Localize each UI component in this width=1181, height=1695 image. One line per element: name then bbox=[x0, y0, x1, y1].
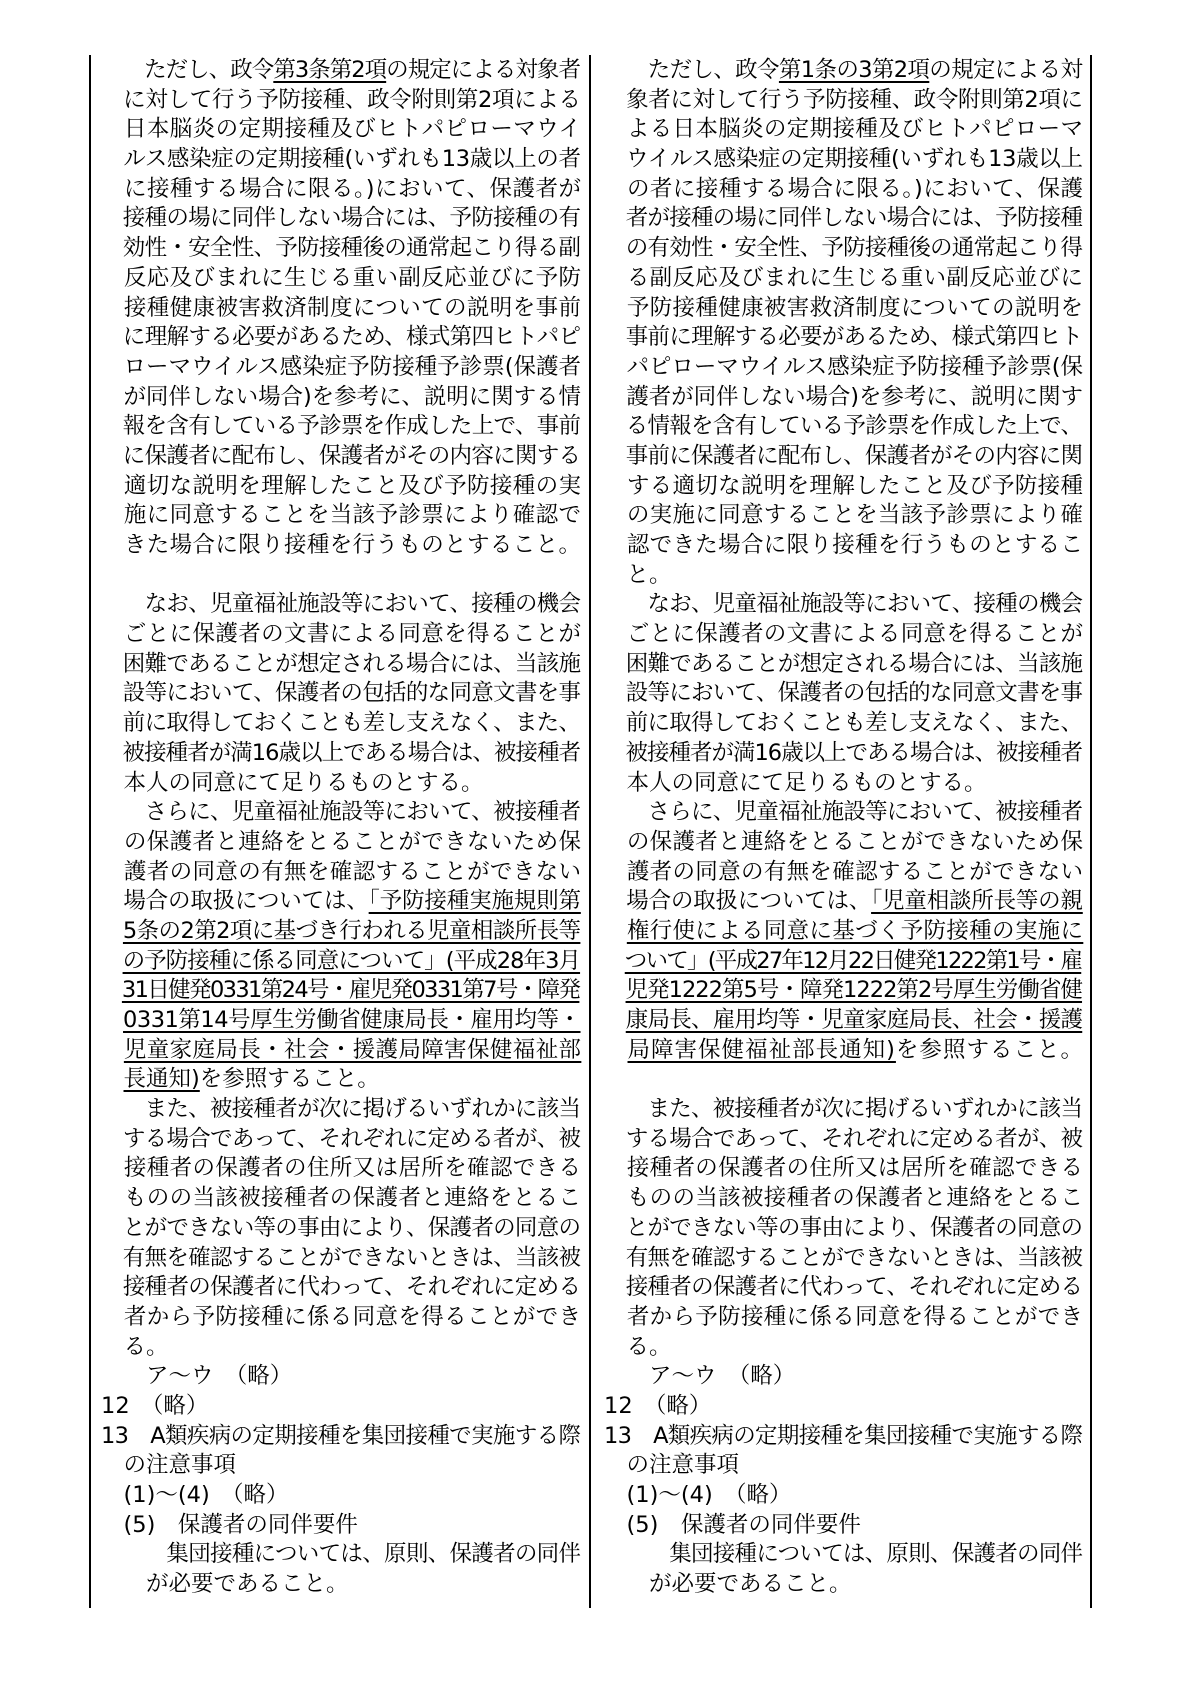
text-segment: が同伴しない場合)を参考に、説明に関する情 bbox=[101, 383, 581, 410]
text-segment: 接種の場に同伴しない場合には、予防接種の有 bbox=[101, 205, 581, 232]
text-segment: 場合の取扱については、 bbox=[604, 888, 872, 915]
text-segment: ただし、政令 bbox=[604, 57, 779, 83]
left-border-line bbox=[89, 55, 91, 1608]
text-line bbox=[604, 1036, 1083, 1066]
text-segment: の実施に同意することを当該予診票により確 bbox=[604, 502, 1084, 529]
text-segment: 13 A類疾病の定期接種を集団接種で実施する際 bbox=[101, 1422, 581, 1449]
text-line bbox=[101, 204, 581, 234]
text-segment: に保護者に配布し、保護者がその内容に関する bbox=[101, 442, 581, 469]
text-segment: とができない等の事由により、保護者の同意の bbox=[101, 1214, 581, 1241]
text-line bbox=[604, 264, 1083, 294]
text-line bbox=[101, 1392, 581, 1422]
text-line bbox=[101, 115, 581, 145]
text-line bbox=[604, 1065, 1083, 1095]
text-segment: 困難であることが想定される場合には、当該施 bbox=[101, 650, 581, 677]
text-segment: 接種者の保護者に代わって、それぞれに定める bbox=[604, 1274, 1083, 1301]
text-segment: とができない等の事由により、保護者の同意の bbox=[604, 1214, 1083, 1241]
text-line bbox=[604, 115, 1083, 145]
text-segment: の規定による対 bbox=[929, 57, 1083, 83]
text-segment: ウイルス感染症の定期接種(いずれも13歳以上 bbox=[604, 146, 1083, 173]
text-segment: を参照すること。 bbox=[895, 1036, 1084, 1063]
text-line bbox=[101, 828, 581, 858]
underlined-amendment-text: 31日健発0331第24号・雇児発0331第7号・障発 bbox=[121, 977, 580, 1004]
text-line bbox=[604, 294, 1083, 324]
text-segment: る。 bbox=[101, 1333, 169, 1360]
underlined-amendment-text: ついて」(平成27年12月22日健発1222第1号・雇 bbox=[624, 947, 1082, 974]
text-segment: 集団接種については、原則、保護者の同伴 bbox=[604, 1541, 1083, 1568]
text-line bbox=[101, 323, 581, 353]
text-line bbox=[604, 1511, 1083, 1541]
text-segment: と。 bbox=[604, 561, 672, 588]
right-border-line bbox=[1090, 55, 1092, 1608]
text-line bbox=[604, 917, 1083, 947]
text-line bbox=[604, 1392, 1083, 1422]
text-line bbox=[604, 769, 1083, 799]
text-segment bbox=[101, 948, 123, 974]
text-line bbox=[604, 1422, 1083, 1452]
text-line bbox=[604, 798, 1083, 828]
text-segment: 者から予防接種に係る同意を得ることができ bbox=[604, 1303, 1084, 1330]
text-line bbox=[604, 1451, 1083, 1481]
text-segment: 者から予防接種に係る同意を得ることができ bbox=[101, 1303, 582, 1330]
text-segment: 施に同意することを当該予診票により確認で bbox=[101, 502, 582, 529]
text-segment: ものの当該被接種者の保護者と連絡をとるこ bbox=[101, 1185, 582, 1212]
text-line bbox=[101, 620, 581, 650]
text-segment: 前に取得しておくことも差し支えなく、また、 bbox=[604, 710, 1083, 737]
text-segment: 12 （略） bbox=[604, 1392, 712, 1419]
text-line bbox=[101, 1273, 581, 1303]
text-segment: ア～ウ （略） bbox=[604, 1363, 796, 1390]
text-segment: ただし、政令 bbox=[101, 57, 274, 83]
text-line bbox=[101, 947, 581, 977]
text-line bbox=[604, 353, 1083, 383]
text-line bbox=[101, 412, 581, 442]
text-line bbox=[101, 264, 581, 294]
text-line bbox=[101, 798, 581, 828]
text-segment: 適切な説明を理解したこと及び予防接種の実 bbox=[101, 472, 582, 499]
text-line bbox=[101, 501, 581, 531]
text-line bbox=[604, 531, 1083, 561]
text-segment: 12 （略） bbox=[101, 1392, 209, 1419]
underlined-amendment-text: 長通知) bbox=[123, 1066, 200, 1093]
text-segment: よる日本脳炎の定期接種及びヒトパピローマ bbox=[604, 116, 1084, 143]
text-line bbox=[101, 561, 581, 591]
current-text-column bbox=[604, 56, 1083, 1600]
text-line bbox=[604, 1540, 1083, 1570]
text-line bbox=[604, 501, 1083, 531]
text-segment: に接種する場合に限る。)において、保護者が bbox=[101, 175, 582, 202]
text-line bbox=[604, 412, 1083, 442]
text-line bbox=[604, 947, 1083, 977]
text-segment: ルス感染症の定期接種(いずれも13歳以上の者 bbox=[101, 146, 581, 173]
text-line bbox=[101, 1125, 581, 1155]
underlined-amendment-text: の予防接種に係る同意について」(平成28年3月 bbox=[122, 947, 581, 974]
text-line bbox=[101, 531, 581, 561]
text-segment: ものの当該被接種者の保護者と連絡をとるこ bbox=[604, 1185, 1084, 1212]
text-segment: の規定による対象者 bbox=[386, 57, 581, 83]
text-line bbox=[604, 145, 1083, 175]
text-segment: 護者が同伴しない場合)を参考に、説明に関す bbox=[604, 383, 1083, 410]
text-segment: の有効性・安全性、予防接種後の通常起こり得 bbox=[604, 235, 1083, 262]
text-line bbox=[604, 56, 1083, 86]
text-segment: 場合の取扱については、 bbox=[101, 888, 369, 915]
text-line bbox=[101, 86, 581, 116]
text-line bbox=[101, 1214, 581, 1244]
text-segment: 報を含有している予診票を作成した上で、事前 bbox=[101, 413, 581, 440]
text-segment: (1)～(4) （略） bbox=[604, 1482, 792, 1508]
text-line bbox=[604, 561, 1083, 591]
text-line bbox=[604, 1333, 1083, 1363]
text-line bbox=[604, 650, 1083, 680]
text-line bbox=[604, 679, 1083, 709]
text-line bbox=[101, 1184, 581, 1214]
text-line bbox=[604, 442, 1083, 472]
text-segment: 日本脳炎の定期接種及びヒトパピローマウイ bbox=[101, 116, 582, 143]
text-line bbox=[604, 472, 1083, 502]
text-segment bbox=[604, 948, 625, 974]
text-line bbox=[101, 1244, 581, 1274]
text-line bbox=[101, 175, 581, 205]
text-segment: 13 A類疾病の定期接種を集団接種で実施する際 bbox=[604, 1422, 1083, 1449]
text-segment: なお、児童福祉施設等において、接種の機会 bbox=[604, 591, 1083, 618]
text-line bbox=[101, 472, 581, 502]
text-segment: の保護者と連絡をとることができないため保 bbox=[101, 828, 582, 855]
text-line bbox=[604, 1244, 1083, 1274]
text-line bbox=[101, 709, 581, 739]
text-segment: なお、児童福祉施設等において、接種の機会 bbox=[101, 591, 581, 618]
text-line bbox=[101, 887, 581, 917]
text-segment: の注意事項 bbox=[101, 1452, 237, 1479]
text-segment: る情報を含有している予診票を作成した上で、 bbox=[604, 413, 1083, 440]
column-divider-line bbox=[589, 55, 591, 1608]
text-segment: 本人の同意にて足りるものとする。 bbox=[604, 769, 987, 796]
text-segment: 有無を確認することができないときは、当該被 bbox=[101, 1244, 581, 1271]
text-line bbox=[101, 294, 581, 324]
text-line bbox=[604, 175, 1083, 205]
text-segment bbox=[604, 1037, 628, 1063]
text-line bbox=[604, 1362, 1083, 1392]
text-line bbox=[101, 650, 581, 680]
text-line bbox=[604, 739, 1083, 769]
text-line bbox=[604, 234, 1083, 264]
text-segment: 設等において、保護者の包括的な同意文書を事 bbox=[101, 680, 581, 707]
text-line bbox=[101, 590, 581, 620]
text-segment: する場合であって、それぞれに定める者が、被 bbox=[604, 1125, 1083, 1152]
text-line bbox=[101, 353, 581, 383]
revised-text-column bbox=[101, 56, 581, 1600]
text-segment bbox=[604, 918, 627, 944]
text-line bbox=[604, 620, 1083, 650]
text-segment: 有無を確認することができないときは、当該被 bbox=[604, 1244, 1083, 1271]
text-segment: ごとに保護者の文書による同意を得ることが bbox=[101, 621, 582, 648]
text-segment: 前に取得しておくことも差し支えなく、また、 bbox=[101, 710, 581, 737]
text-segment: 本人の同意にて足りるものとする。 bbox=[101, 769, 484, 796]
text-line bbox=[101, 769, 581, 799]
text-line bbox=[101, 383, 581, 413]
text-segment bbox=[101, 1066, 124, 1092]
text-segment: (5) 保護者の同伴要件 bbox=[604, 1511, 861, 1538]
text-line bbox=[604, 858, 1083, 888]
text-line bbox=[604, 1125, 1083, 1155]
text-segment: 効性・安全性、予防接種後の通常起こり得る副 bbox=[101, 235, 581, 262]
text-segment: を参照すること。 bbox=[199, 1066, 380, 1093]
text-line bbox=[101, 1095, 581, 1125]
text-line bbox=[101, 1036, 581, 1066]
text-line bbox=[101, 1511, 581, 1541]
text-segment: (1)～(4) （略） bbox=[101, 1482, 289, 1508]
underlined-amendment-text: 「児童相談所長等の親 bbox=[871, 888, 1083, 915]
text-segment: 接種者の保護者の住所又は居所を確認できる bbox=[101, 1155, 582, 1182]
text-segment: ローマウイルス感染症予防接種予診票(保護者 bbox=[101, 353, 581, 380]
text-line bbox=[604, 1154, 1083, 1184]
text-segment: さらに、児童福祉施設等において、被接種者 bbox=[101, 799, 581, 826]
underlined-amendment-text: 児童家庭局長・社会・援護局障害保健福祉部 bbox=[123, 1036, 582, 1063]
text-segment: ごとに保護者の文書による同意を得ることが bbox=[604, 621, 1084, 648]
text-segment: の者に接種する場合に限る。)において、保護 bbox=[604, 175, 1084, 202]
underlined-amendment-text: 権行使による同意に基づく予防接種の実施に bbox=[626, 917, 1084, 944]
text-segment: に対して行う予防接種、政令附則第2項による bbox=[101, 86, 581, 113]
text-segment bbox=[101, 977, 122, 1003]
text-line bbox=[604, 976, 1083, 1006]
text-segment bbox=[101, 1037, 124, 1063]
text-segment: 接種健康被害救済制度についての説明を事前 bbox=[101, 294, 582, 321]
text-segment: きた場合に限り接種を行うものとすること。 bbox=[101, 532, 582, 558]
underlined-amendment-text: 5条の2第2項に基づき行われる児童相談所長等 bbox=[122, 917, 581, 944]
underlined-amendment-text: 第3条第2項 bbox=[273, 57, 387, 83]
text-line bbox=[101, 976, 581, 1006]
text-line bbox=[604, 828, 1083, 858]
underlined-amendment-text: 0331第14号厚生労働省健康局長・雇用均等・ bbox=[123, 1007, 581, 1033]
text-segment: 象者に対して行う予防接種、政令附則第2項に bbox=[604, 86, 1083, 113]
text-segment: 集団接種については、原則、保護者の同伴 bbox=[101, 1541, 581, 1568]
text-segment: 護者の同意の有無を確認することができない bbox=[101, 858, 582, 885]
text-line bbox=[604, 1184, 1083, 1214]
text-segment bbox=[101, 1007, 123, 1033]
text-segment: 事前に理解する必要があるため、様式第四ヒト bbox=[604, 324, 1083, 351]
text-segment: ア～ウ （略） bbox=[101, 1363, 293, 1390]
text-line bbox=[604, 1570, 1083, 1600]
text-segment: 困難であることが想定される場合には、当該施 bbox=[604, 650, 1083, 677]
underlined-amendment-text: 第1条の3第2項 bbox=[778, 57, 930, 83]
text-line bbox=[101, 1006, 581, 1036]
text-line bbox=[101, 1540, 581, 1570]
text-line bbox=[604, 383, 1083, 413]
text-segment: 者が接種の場に同伴しない場合には、予防接種 bbox=[604, 205, 1083, 232]
text-segment: 事前に保護者に配布し、保護者がその内容に関 bbox=[604, 442, 1083, 469]
text-line bbox=[101, 1451, 581, 1481]
text-line bbox=[604, 1481, 1083, 1511]
text-line bbox=[101, 234, 581, 264]
text-line bbox=[101, 1570, 581, 1600]
text-segment: 被接種者が満16歳以上である場合は、被接種者 bbox=[101, 739, 581, 766]
text-segment: る副反応及びまれに生じる重い副反応並びに bbox=[604, 264, 1084, 291]
text-segment: 認できた場合に限り接種を行うものとするこ bbox=[604, 532, 1084, 558]
underlined-amendment-text: 康局長、雇用均等・児童家庭局長、社会・援護 bbox=[625, 1007, 1083, 1033]
text-segment: さらに、児童福祉施設等において、被接種者 bbox=[604, 799, 1083, 826]
text-segment: また、被接種者が次に掲げるいずれかに該当 bbox=[604, 1096, 1083, 1123]
text-segment: 反応及びまれに生じる重い副反応並びに予防 bbox=[101, 264, 582, 291]
text-line bbox=[101, 1303, 581, 1333]
text-segment: の注意事項 bbox=[604, 1452, 740, 1479]
text-line bbox=[101, 1362, 581, 1392]
text-segment: る。 bbox=[604, 1333, 672, 1360]
text-line bbox=[101, 1422, 581, 1452]
text-segment bbox=[604, 977, 626, 1003]
text-line bbox=[604, 1006, 1083, 1036]
text-line bbox=[101, 739, 581, 769]
text-line bbox=[604, 204, 1083, 234]
text-line bbox=[604, 1273, 1083, 1303]
text-segment: が必要であること。 bbox=[604, 1571, 852, 1598]
text-segment bbox=[101, 918, 123, 944]
text-segment: に理解する必要があるため、様式第四ヒトパピ bbox=[101, 324, 581, 351]
text-line bbox=[101, 1333, 581, 1363]
text-line bbox=[101, 1065, 581, 1095]
text-segment: する場合であって、それぞれに定める者が、被 bbox=[101, 1125, 581, 1152]
underlined-amendment-text: 局障害保健福祉部長通知) bbox=[627, 1036, 896, 1063]
text-line bbox=[101, 442, 581, 472]
text-line bbox=[604, 887, 1083, 917]
underlined-amendment-text: 児発1222第5号・障発1222第2号厚生労働省健 bbox=[625, 977, 1083, 1004]
text-segment: パピローマウイルス感染症予防接種予診票(保 bbox=[604, 353, 1083, 380]
text-line bbox=[101, 1154, 581, 1184]
text-segment: 被接種者が満16歳以上である場合は、被接種者 bbox=[604, 739, 1082, 766]
underlined-amendment-text: 「予防接種実施規則第 bbox=[368, 888, 581, 915]
text-line bbox=[101, 917, 581, 947]
text-segment: 予防接種健康被害救済制度についての説明を bbox=[604, 294, 1084, 321]
text-line bbox=[604, 1095, 1083, 1125]
text-segment: また、被接種者が次に掲げるいずれかに該当 bbox=[101, 1096, 581, 1123]
text-line bbox=[604, 86, 1083, 116]
text-line bbox=[101, 56, 581, 86]
text-line bbox=[604, 1303, 1083, 1333]
text-segment: の保護者と連絡をとることができないため保 bbox=[604, 828, 1084, 855]
text-line bbox=[604, 1214, 1083, 1244]
text-line bbox=[101, 1481, 581, 1511]
text-segment: 接種者の保護者に代わって、それぞれに定める bbox=[101, 1274, 581, 1301]
text-line bbox=[604, 590, 1083, 620]
text-line bbox=[101, 145, 581, 175]
text-line bbox=[604, 323, 1083, 353]
text-line bbox=[101, 858, 581, 888]
text-segment: 設等において、保護者の包括的な同意文書を事 bbox=[604, 680, 1083, 707]
text-segment: が必要であること。 bbox=[101, 1571, 349, 1598]
text-line bbox=[604, 709, 1083, 739]
text-line bbox=[101, 679, 581, 709]
text-segment: する適切な説明を理解したこと及び予防接種 bbox=[604, 472, 1084, 499]
text-segment bbox=[604, 1007, 626, 1033]
text-segment: (5) 保護者の同伴要件 bbox=[101, 1511, 358, 1538]
text-segment: 接種者の保護者の住所又は居所を確認できる bbox=[604, 1155, 1084, 1182]
text-segment: 護者の同意の有無を確認することができない bbox=[604, 858, 1084, 885]
